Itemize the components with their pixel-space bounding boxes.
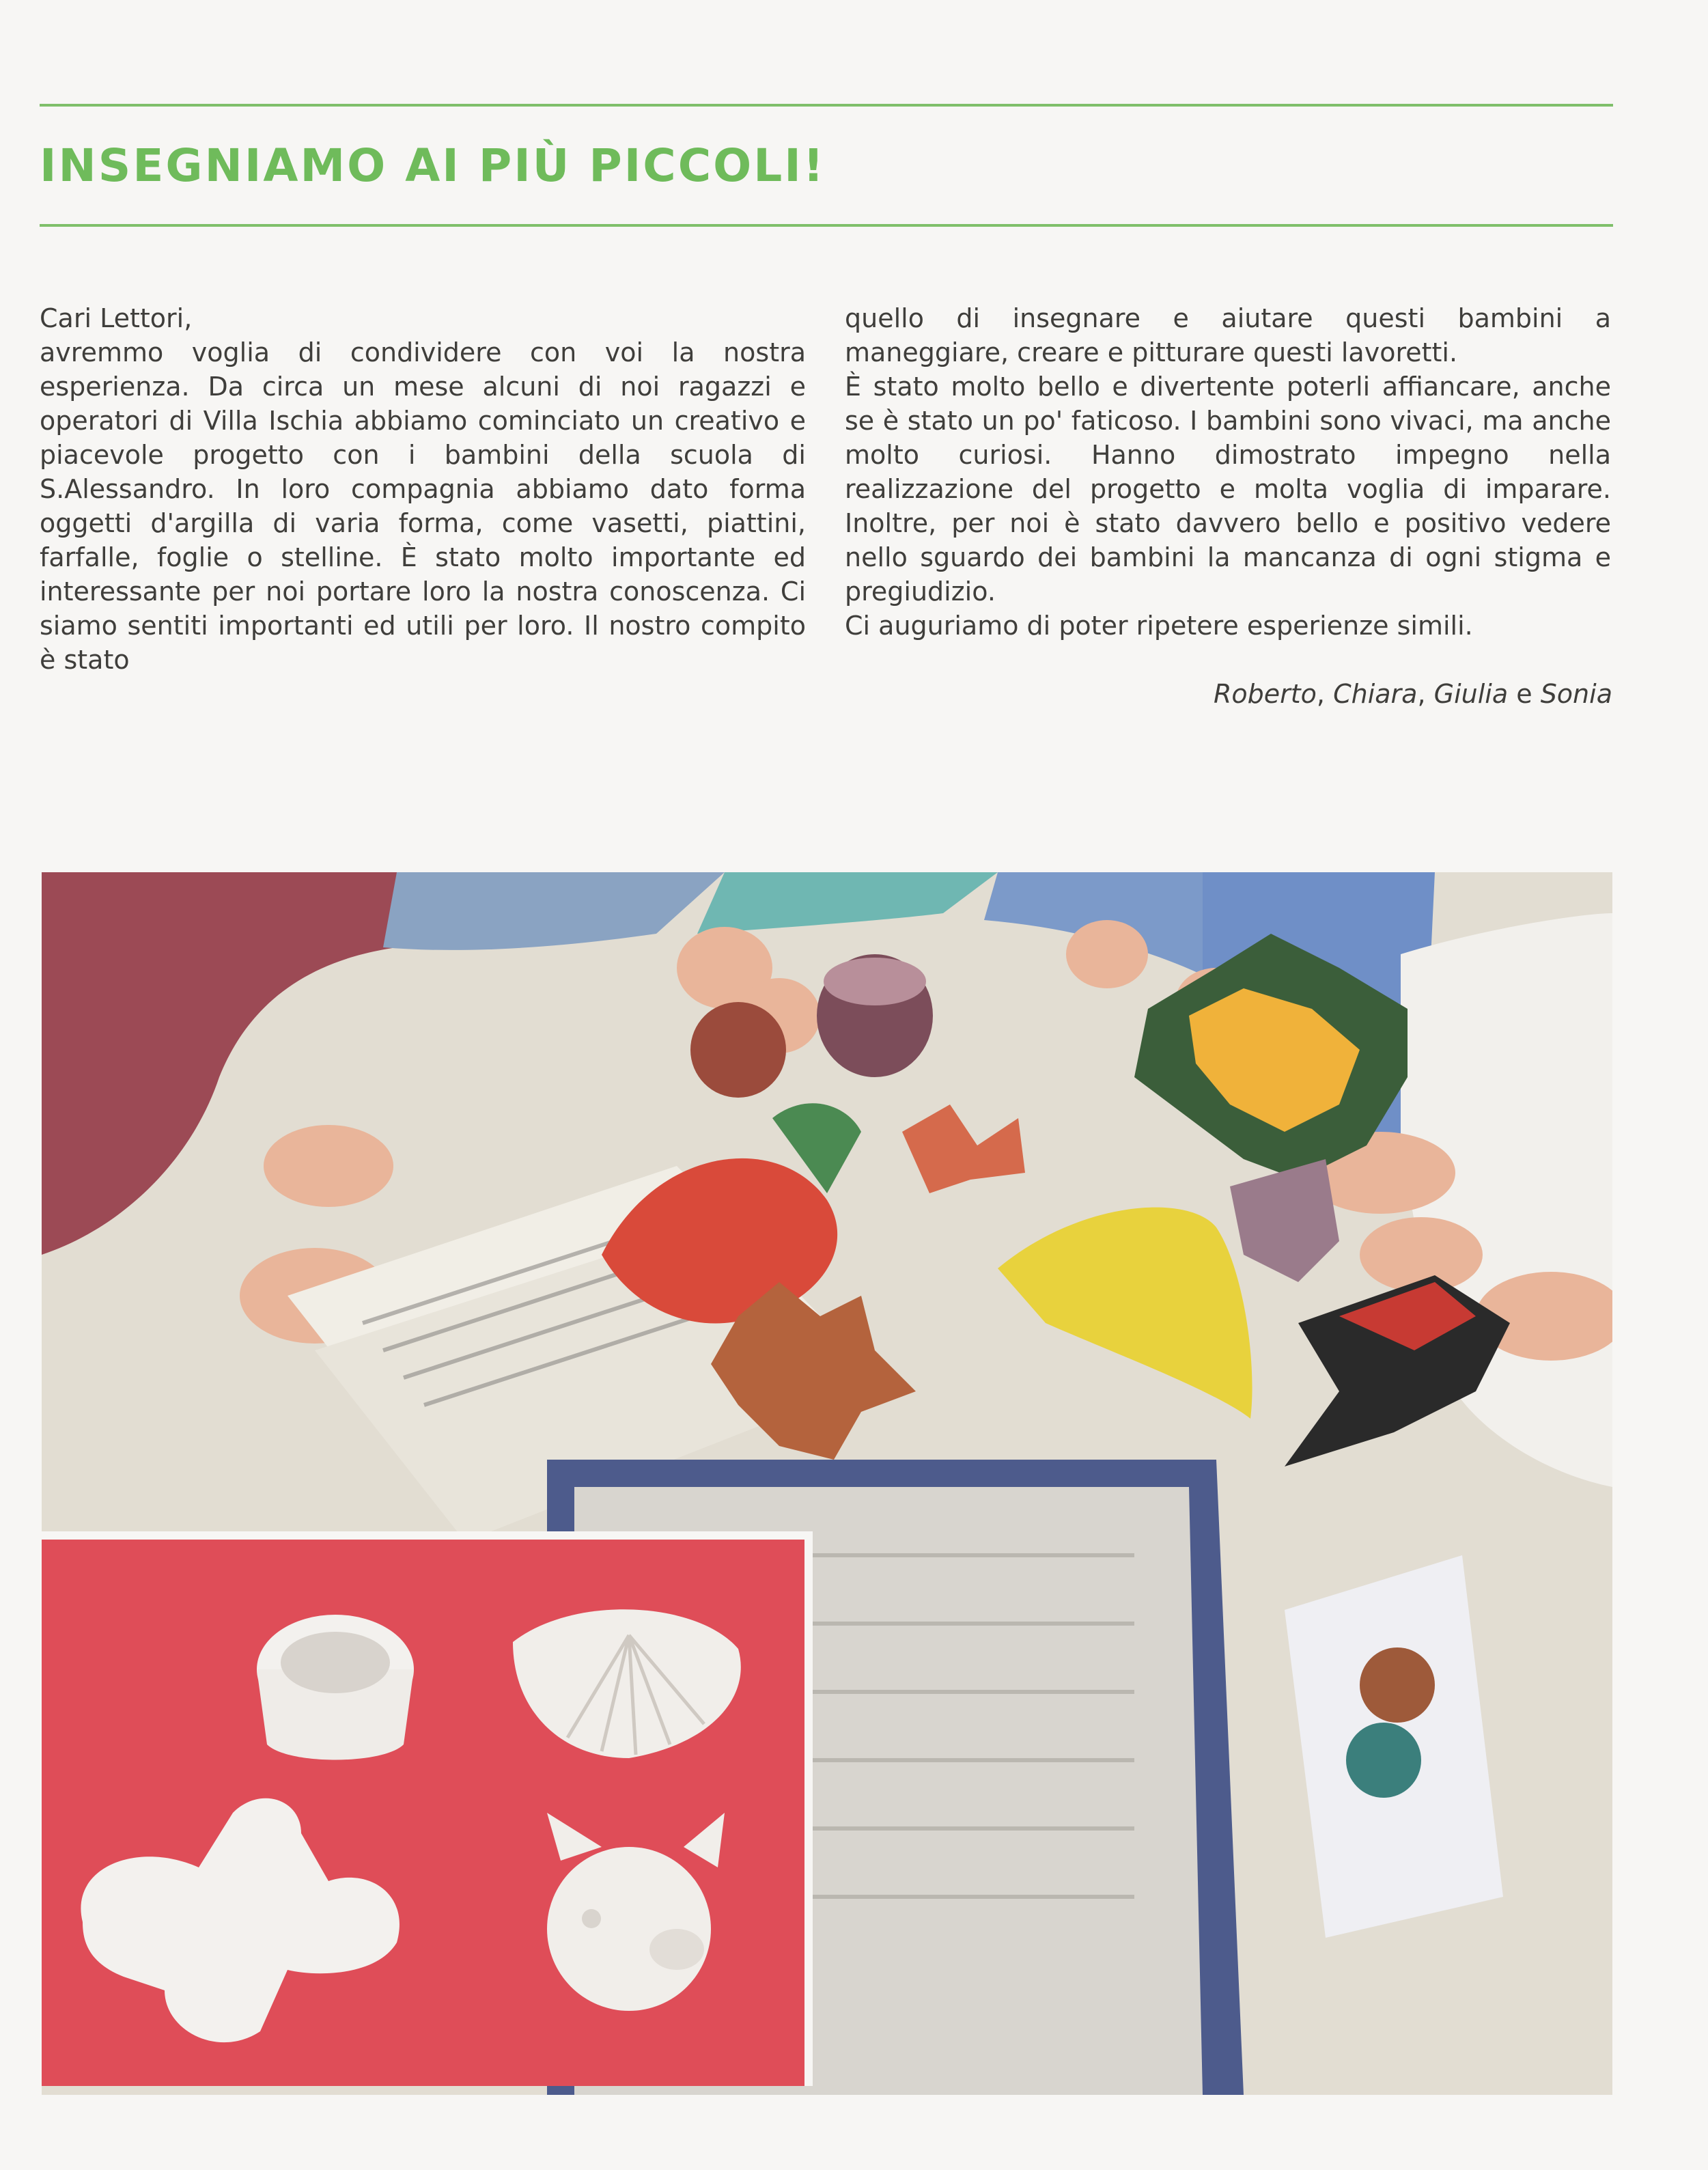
photo-white-clay-objects bbox=[42, 1531, 813, 2086]
signature-name-2: Chiara bbox=[1333, 679, 1418, 709]
article-left-column bbox=[40, 301, 806, 677]
photo-sub-illustration bbox=[42, 1540, 804, 2086]
top-rule bbox=[40, 104, 1613, 107]
article-signature bbox=[1214, 679, 1612, 709]
salutation: Cari Lettori, bbox=[40, 303, 193, 333]
bottom-rule bbox=[40, 224, 1613, 227]
paragraph-3: È stato molto bello e divertente poterli affiancare, anche se è stato un po' faticoso. I bambini sono vivaci, ma anche molto curiosi. Hanno dimostrato impegno nella realizzazione del progetto e molta voglia di imparare. Inoltre, per noi è stato davvero bello e positivo vedere nello sguardo dei bambini la mancanza di ogni stigma e pregiudizio. bbox=[845, 372, 1611, 607]
page-title: INSEGNIAMO AI PIÙ PICCOLI! bbox=[40, 139, 826, 192]
signature-name-1: Roberto bbox=[1213, 679, 1317, 709]
paragraph-2: quello di insegnare e aiutare questi bambini a maneggiare, creare e pitturare questi lavoretti. bbox=[845, 303, 1611, 367]
article-right-column bbox=[845, 301, 1611, 643]
paragraph-4: Ci auguriamo di poter ripetere esperienze simili. bbox=[845, 611, 1473, 641]
paragraph-1: avremmo voglia di condividere con voi la nostra esperienza. Da circa un mese alcuni di noi ragazzi e operatori di Villa Ischia abbiamo cominciato un creativo e piacevole progetto con i bambini della scuola di S.Alessandro. In loro compagnia abbiamo dato forma oggetti d'argilla di varia forma, come vasetti, piattini, farfalle, foglie o stelline. È stato molto importante ed interessante per noi portare loro la nostra conoscenza. Ci siamo sentiti importanti ed utili per loro. Il nostro compito è stato bbox=[40, 337, 806, 675]
signature-conjunction: e bbox=[1508, 679, 1541, 709]
signature-name-4: Sonia bbox=[1540, 679, 1612, 709]
signature-name-3: Giulia bbox=[1433, 679, 1509, 709]
signature-separator: , bbox=[1316, 679, 1334, 709]
signature-separator: , bbox=[1417, 679, 1434, 709]
